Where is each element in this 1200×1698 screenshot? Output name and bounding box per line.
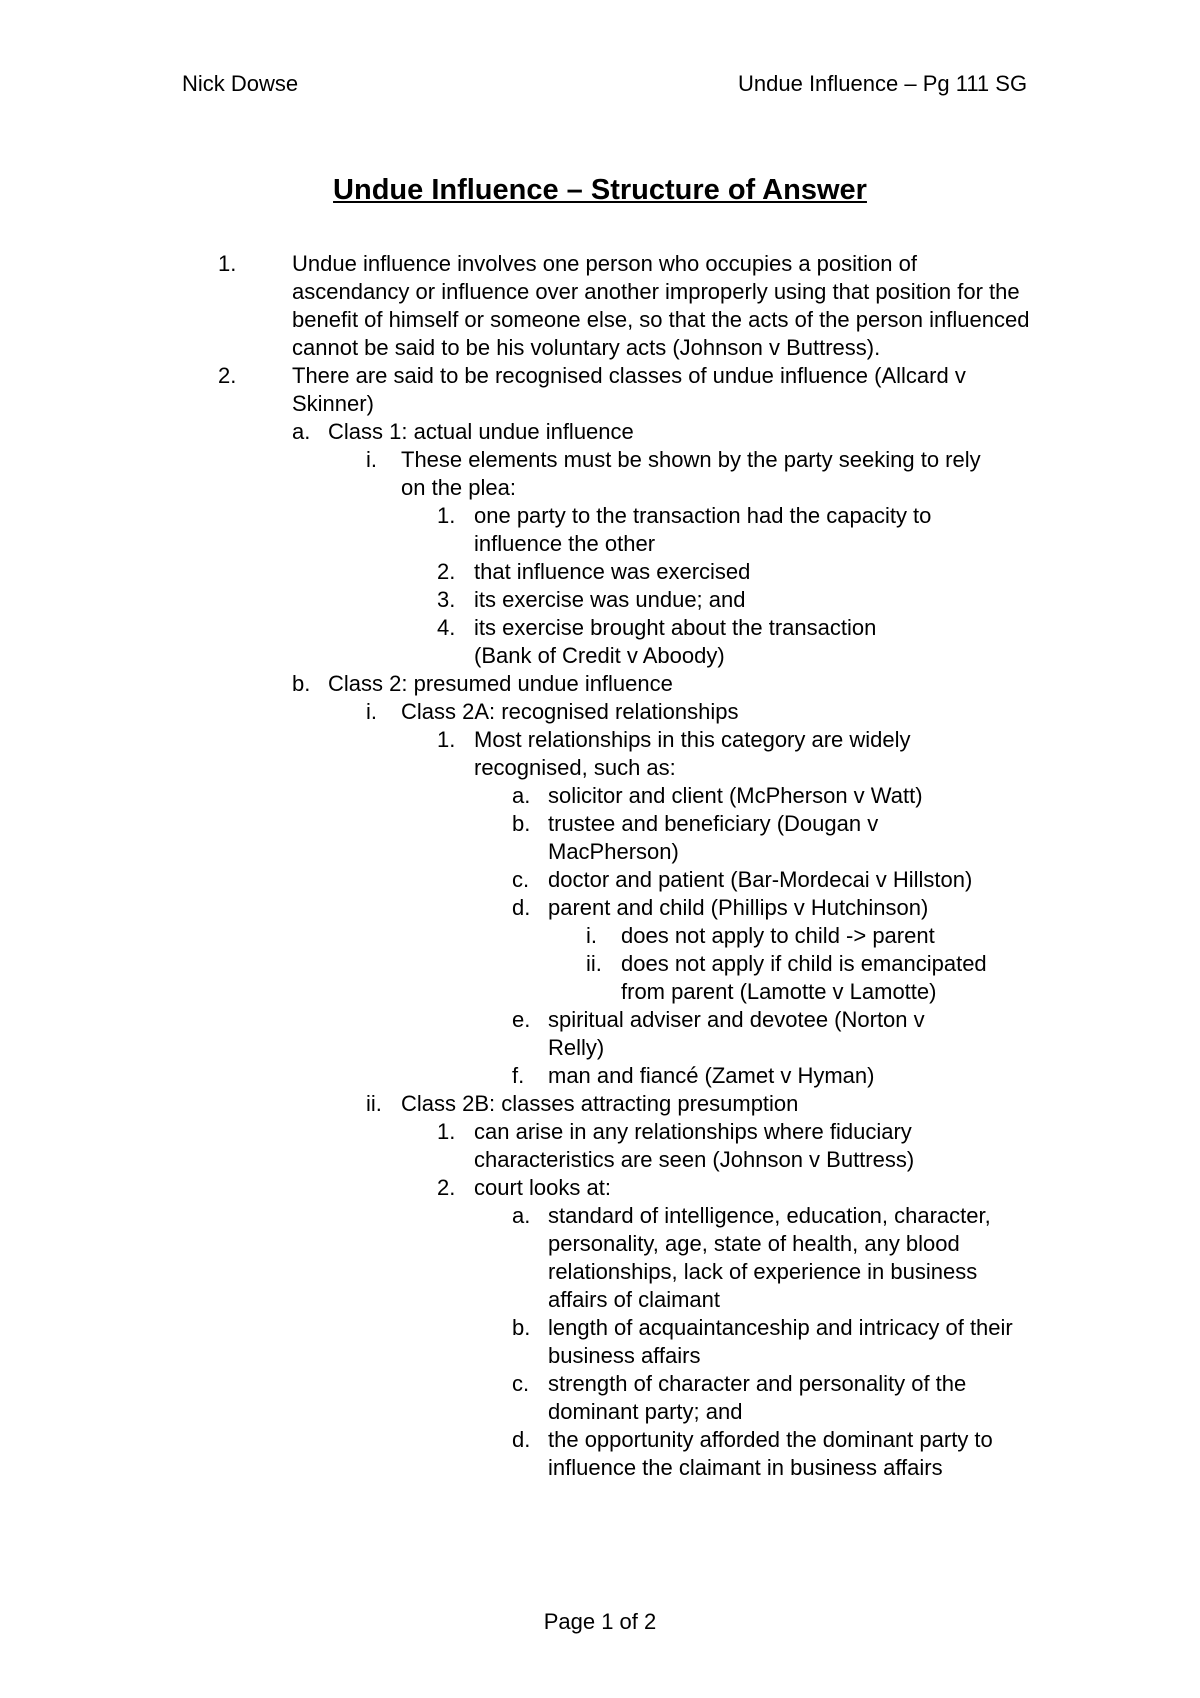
outline-text: Class 2B: classes attracting presumption [401,1091,799,1116]
outline-marker: a. [292,419,311,444]
outline-marker: c. [512,867,530,892]
outline-item [0,1118,1200,1174]
outline-marker: i. [366,447,377,472]
outline-marker: e. [512,1007,531,1032]
outline-text: Undue influence involves one person who occupies a position of ascendancy or influence over another improperly using that position for the benefit of himself or someone else, so that the acts of the person influenced cannot be said to be his voluntary acts (Johnson v Buttress). [292,251,1030,360]
outline-marker: ii. [586,951,602,976]
outline-item [0,950,1200,1006]
outline-item [0,1426,1200,1482]
outline-text: Most relationships in this category are widely recognised, such as: [474,727,911,780]
outline-marker: 1. [218,251,237,276]
outline-text: does not apply to child -> parent [621,923,935,948]
header-author: Nick Dowse [182,71,299,96]
outline-text: can arise in any relationships where fiduciary characteristics are seen (Johnson v Buttress) [474,1119,915,1172]
outline-item [0,782,1200,810]
outline-marker: 2. [218,363,237,388]
document-title: Undue Influence – Structure of Answer [333,174,867,206]
outline-item [0,586,1200,614]
outline-item [0,866,1200,894]
outline-item [0,558,1200,586]
outline-marker: a. [512,1203,531,1228]
outline-text: the opportunity afforded the dominant party to influence the claimant in business affairs [548,1427,993,1480]
outline-text: solicitor and client (McPherson v Watt) [548,783,923,808]
outline-marker: 3. [437,587,456,612]
outline-marker: d. [512,1427,531,1452]
outline-item [0,1202,1200,1314]
outline-marker: i. [366,699,377,724]
outline-item [0,446,1200,502]
outline-text: Class 1: actual undue influence [328,419,634,444]
outline-item [0,1006,1200,1062]
page-number: Page 1 of 2 [543,1609,657,1634]
outline-marker: i. [586,923,597,948]
outline-marker: 1. [437,1119,456,1144]
header-topic: Undue Influence – Pg 111 SG [738,71,1028,96]
outline-marker: b. [292,671,311,696]
outline-marker: b. [512,1315,531,1340]
outline-marker: 1. [437,503,456,528]
outline-item [0,698,1200,726]
outline-text: There are said to be recognised classes of undue influence (Allcard v Skinner) [292,363,966,416]
outline-text: strength of character and personality of the dominant party; and [548,1371,967,1424]
outline-item [0,894,1200,922]
outline-text: does not apply if child is emancipated from parent (Lamotte v Lamotte) [621,951,987,1004]
outline-marker: 4. [437,615,456,640]
outline-item [0,1314,1200,1370]
outline-text: spiritual adviser and devotee (Norton v Relly) [548,1007,925,1060]
outline-item [0,726,1200,782]
outline-marker: ii. [366,1091,382,1116]
outline-marker: a. [512,783,531,808]
outline-item [0,670,1200,698]
outline-text: These elements must be shown by the party seeking to rely on the plea: [401,447,981,500]
outline-item [0,1090,1200,1118]
outline-text: that influence was exercised [474,559,751,584]
outline-text: one party to the transaction had the capacity to influence the other [474,503,932,556]
outline-marker: 2. [437,559,456,584]
outline-text: Class 2A: recognised relationships [401,699,739,724]
outline-marker: b. [512,811,531,836]
outline-item [0,1370,1200,1426]
outline-marker: d. [512,895,531,920]
outline-item [0,502,1200,558]
outline-text: length of acquaintanceship and intricacy of their business affairs [548,1315,1013,1368]
outline-item [0,418,1200,446]
outline-text: standard of intelligence, education, character, personality, age, state of health, any blood relationships, lack of experience in business affairs of claimant [548,1203,991,1312]
outline-item [0,362,1200,418]
outline-marker: 2. [437,1175,456,1200]
outline-item [0,614,1200,670]
outline-text: Class 2: presumed undue influence [328,671,673,696]
outline-marker: c. [512,1371,530,1396]
outline-item [0,1174,1200,1202]
outline-text: its exercise brought about the transaction (Bank of Credit v Aboody) [474,615,877,668]
outline-text: its exercise was undue; and [474,587,746,612]
outline-text: parent and child (Phillips v Hutchinson) [548,895,929,920]
outline-item [0,1062,1200,1090]
outline-item [0,250,1200,362]
outline-item [0,922,1200,950]
outline-text: trustee and beneficiary (Dougan v MacPherson) [548,811,879,864]
outline-item [0,810,1200,866]
outline-text: man and fiancé (Zamet v Hyman) [548,1063,875,1088]
outline-marker: f. [512,1063,525,1088]
outline-text: doctor and patient (Bar-Mordecai v Hillston) [548,867,973,892]
outline-list [0,250,1200,1482]
outline-marker: 1. [437,727,456,752]
outline-text: court looks at: [474,1175,611,1200]
